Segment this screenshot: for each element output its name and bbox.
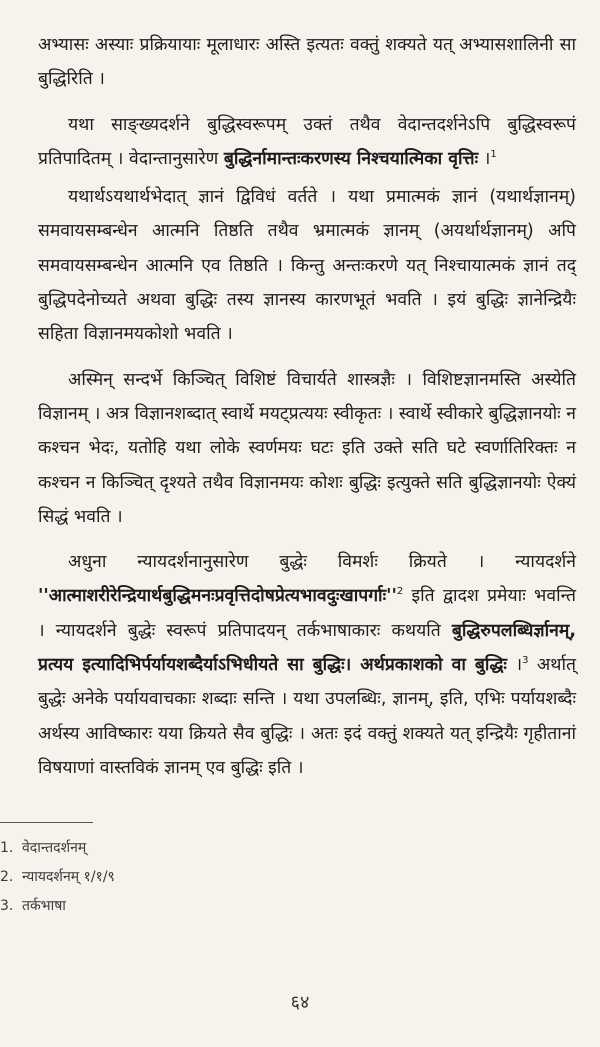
text-run: । (478, 148, 491, 169)
footnote (0, 834, 115, 863)
footnote-number: 1. (0, 840, 14, 856)
text-run: अधुना न्यायदर्शनानुसारेण बुद्धेः विमर्शः क्रियते । न्यायदर्शने (68, 552, 576, 573)
text-run: । (506, 655, 523, 676)
paragraph (38, 180, 576, 351)
footnote-text: तर्कभाषा (22, 898, 66, 914)
footnote-number: 2. (0, 869, 14, 885)
text-run: अर्थात् बुद्धेः अनेके पर्यायवाचकाः शब्दाः सन्ति । यथा उपलब्धिः, ज्ञानम्, इति, एभिः पर्यायशब्दैः अर्थस्य आविष्कारः यया क्रियते सैव बुद्धिः । अतः इदं वक्तुं शक्यते यत् इन्द्रियैः गृहीतानां विषयाणां वास्तविकं ज्ञानम् एव बुद्धिः इति । (38, 655, 576, 778)
page-number: ६४ (290, 992, 310, 1013)
footnote-number: 3. (0, 898, 14, 914)
footnotes (0, 834, 115, 921)
footnote-ref: 1 (490, 149, 497, 161)
text-run: अभ्यासः अस्याः प्रक्रियायाः मूलाधारः अस्ति इत्यतः वक्तुं शक्यते यत् अभ्यासशालिनी सा बुद्धिरिति । (38, 35, 576, 90)
text-run: यथार्थऽयथार्थभेदात् ज्ञानं द्विविधं वर्तते । यथा प्रमात्मकं ज्ञानं (यथार्थज्ञानम्) समवायसम्बन्धेन आत्मनि तिष्ठति तथैव भ्रमात्मकं ज्ञानम् (अयर्थार्थज्ञानम्) अपि समवायसम्बन्धेन आत्मनि एव तिष्ठति । किन्तु अन्तःकरणे यत् निश्चायात्मकं ज्ञानं तद् बुद्धिपदेनोच्यते अथवा बुद्धिः तस्य ज्ञानस्य कारणभूतं भवति । इयं बुद्धिः ज्ञानेन्द्रियैः सहिता विज्ञानमयकोशो भवति । (38, 187, 576, 345)
bold-text: ''आत्माशरीरेन्द्रियार्थबुद्धिमनःप्रवृत्तिदोषप्रेत्यभावदुःखापर्गाः'' (38, 586, 397, 607)
footnote (0, 892, 115, 921)
paragraph (38, 545, 576, 785)
text-run: इति द्वादश प्रमेयाः भवन्ति । न्यायदर्शने बुद्धेः स्वरूपं प्रतिपादयन् तर्कभाषाकारः कथयति (38, 586, 576, 641)
body-text (38, 28, 576, 785)
footnote (0, 863, 115, 892)
paragraph (38, 108, 576, 177)
footnote-ref: 3 (522, 655, 529, 667)
paragraph (38, 363, 576, 534)
footnote-text: न्यायदर्शनम् १/१/९ (22, 869, 115, 885)
paragraph (38, 28, 576, 97)
footnote-ref: 2 (396, 586, 404, 598)
bold-text: बुद्धिर्नामान्तःकरणस्य निश्चयात्मिका वृत्तिः (223, 148, 479, 169)
footnote-divider (0, 822, 93, 823)
text-run: अस्मिन् सन्दर्भे किञ्चित् विशिष्टं विचार्यते शास्त्रज्ञैः । विशिष्टज्ञानमस्ति अस्येति विज्ञानम् । अत्र विज्ञानशब्दात् स्वार्थे मयट्प्रत्ययः स्वीकृतः । स्वार्थे स्वीकारे बुद्धिज्ञानयोः न कश्चन भेदः, यतोहि यथा लोके स्वर्णमयः घटः इति उक्ते सति घटे स्वर्णातिरिक्तः न कश्चन न किञ्चित् दृश्यते तथैव विज्ञानमयः कोशः बुद्धिः इत्युक्ते सति बुद्धिज्ञानयोः ऐक्यं सिद्धं भवति । (38, 369, 576, 527)
text-run: यथा साङ्ख्यदर्शने बुद्धिस्वरूपम् उक्तं तथैव वेदान्तदर्शनेऽपि बुद्धिस्वरूपं प्रतिपादितम् । वेदान्तानुसारेण (38, 114, 576, 169)
footnote-text: वेदान्तदर्शनम् (22, 840, 87, 856)
bold-text: बुद्धिरुपलब्धिर्ज्ञानम्, प्रत्यय इत्यादिभिर्पर्यायशब्दैर्याऽभिधीयते सा बुद्धिः। अर्थप्रकाशको वा बुद्धिः (38, 620, 576, 676)
